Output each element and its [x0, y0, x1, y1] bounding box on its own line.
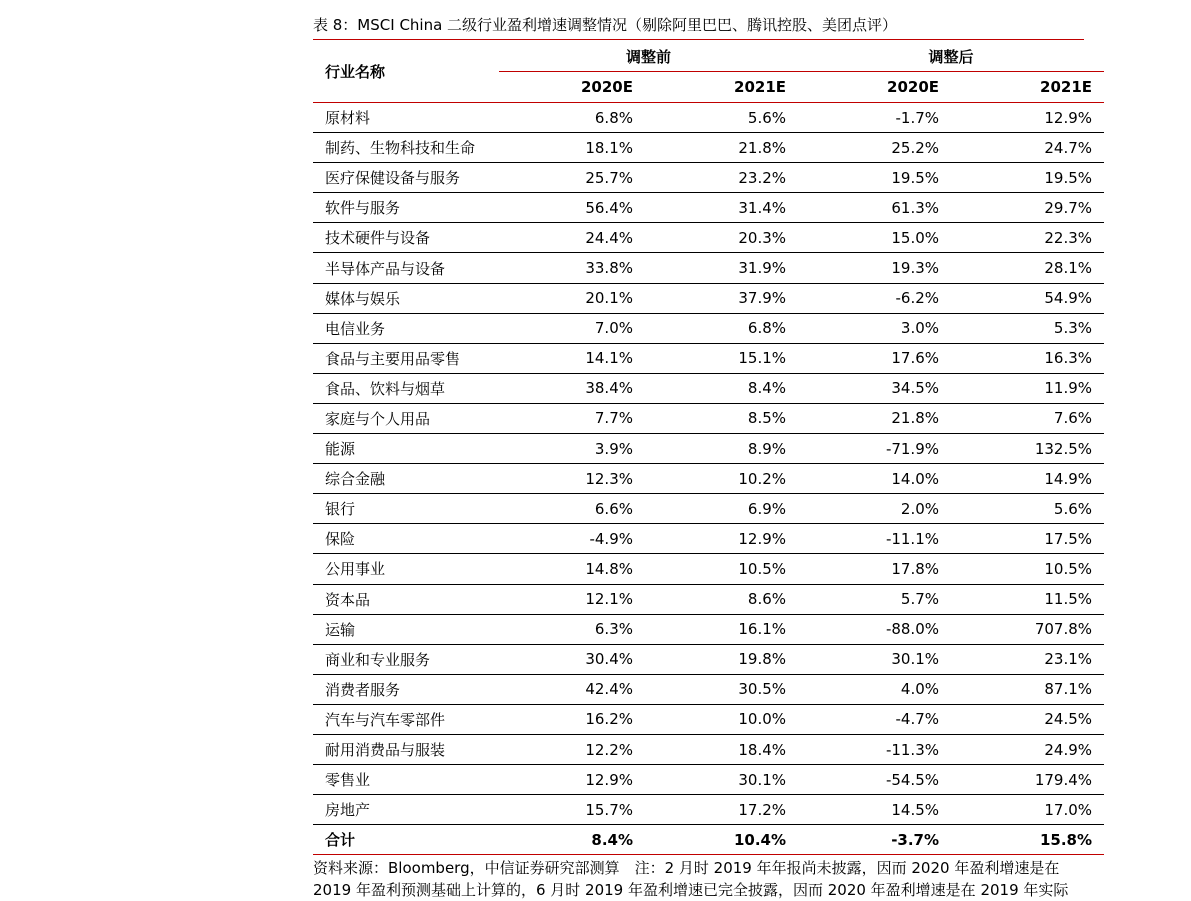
table-row [313, 644, 1104, 674]
growth-value-cell: 14.0% [891, 469, 940, 488]
total-cell: 8.4% [591, 830, 633, 849]
industry-name-cell: 媒体与娱乐 [325, 289, 401, 308]
total-label: 合计 [325, 831, 356, 850]
table-row [313, 283, 1104, 313]
growth-value-cell: 7.7% [594, 409, 633, 428]
growth-value-cell: 6.3% [594, 620, 633, 639]
table-row [313, 494, 1104, 524]
growth-value-cell: 12.1% [585, 590, 633, 609]
growth-value-cell: 38.4% [585, 379, 633, 398]
industry-name-cell: 消费者服务 [325, 680, 401, 699]
growth-value-cell: 30.1% [891, 650, 940, 669]
growth-value-cell: -4.9% [589, 529, 633, 548]
growth-value-cell: 10.5% [1044, 559, 1093, 578]
table-row [313, 524, 1104, 554]
growth-value-cell: 16.3% [1044, 349, 1093, 368]
table-row [313, 704, 1104, 734]
growth-value-cell: 17.6% [891, 349, 940, 368]
table-row [313, 795, 1104, 825]
growth-value-cell: 87.1% [1044, 680, 1093, 699]
industry-name-cell: 食品、饮料与烟草 [325, 379, 446, 398]
growth-value-cell: 21.8% [891, 409, 940, 428]
growth-value-cell: 22.3% [1044, 228, 1093, 247]
table-caption: 表 8：MSCI China 二级行业盈利增速调整情况（剔除阿里巴巴、腾讯控股、美团点评） [313, 16, 898, 34]
growth-value-cell: 20.1% [585, 289, 633, 308]
growth-value-cell: 25.2% [891, 138, 940, 157]
growth-value-cell: 10.0% [738, 710, 787, 729]
industry-name-cell: 原材料 [325, 109, 371, 128]
growth-value-cell: 2.0% [900, 499, 940, 518]
growth-value-cell: 30.4% [585, 650, 633, 669]
growth-value-cell: 11.5% [1044, 590, 1093, 609]
growth-value-cell: -88.0% [885, 620, 940, 639]
growth-value-cell: 179.4% [1034, 770, 1093, 789]
growth-value-cell: 16.1% [738, 620, 787, 639]
growth-value-cell: 6.6% [594, 499, 633, 518]
growth-value-cell: 19.5% [1044, 168, 1093, 187]
growth-value-cell: 6.9% [747, 499, 787, 518]
year-header: 2021E [1040, 78, 1093, 96]
industry-name-cell: 运输 [325, 620, 356, 639]
growth-value-cell: 12.2% [585, 740, 633, 759]
growth-value-cell: 23.1% [1044, 650, 1093, 669]
growth-value-cell: 16.2% [585, 710, 633, 729]
industry-name-cell: 技术硬件与设备 [325, 229, 431, 248]
industry-name-cell: 能源 [325, 440, 356, 459]
industry-name-cell: 零售业 [325, 771, 371, 790]
industry-name-cell: 软件与服务 [325, 199, 401, 218]
table-row [313, 253, 1104, 283]
growth-value-cell: 30.1% [738, 770, 787, 789]
industry-name-cell: 保险 [325, 530, 356, 549]
after-adjustment-header: 调整后 [798, 41, 1104, 72]
year-header: 2020E [887, 78, 940, 96]
growth-value-cell: 11.9% [1044, 379, 1093, 398]
source-note: 资料来源：Bloomberg，中信证券研究部测算 注：2 月时 2019 年年报尚未披露，因而 2020 年盈利增速是在 2019 年盈利预测基础上计算的，6 月时 2019 年盈利增速已完全披露，因而 2020 年盈利增速是在 2019 年实际 [313, 859, 1069, 899]
table-row [313, 133, 1104, 163]
table-row [313, 193, 1104, 223]
growth-value-cell: 8.9% [747, 439, 787, 458]
growth-value-cell: 5.6% [1053, 499, 1093, 518]
growth-value-cell: 29.7% [1044, 198, 1093, 217]
industry-name-cell: 综合金融 [325, 470, 386, 489]
growth-value-cell: 31.4% [738, 198, 787, 217]
industry-name-cell: 公用事业 [325, 560, 386, 579]
growth-value-cell: 6.8% [747, 319, 787, 338]
industry-name-cell: 医疗保健设备与服务 [325, 169, 461, 188]
growth-value-cell: 24.9% [1044, 740, 1093, 759]
growth-value-cell: -11.1% [885, 529, 940, 548]
growth-value-cell: 15.7% [585, 800, 633, 819]
growth-value-cell: 34.5% [891, 379, 940, 398]
growth-value-cell: 18.4% [738, 740, 787, 759]
growth-value-cell: 24.5% [1044, 710, 1093, 729]
industry-name-header: 行业名称 [325, 63, 386, 81]
growth-value-cell: -6.2% [895, 289, 940, 308]
table-row [313, 163, 1104, 193]
earnings-growth-table [313, 41, 1104, 855]
growth-value-cell: 8.6% [747, 590, 787, 609]
growth-value-cell: 12.9% [738, 529, 787, 548]
growth-value-cell: 7.6% [1053, 409, 1093, 428]
table-row [313, 343, 1104, 373]
table-row [313, 765, 1104, 795]
growth-value-cell: -11.3% [885, 740, 940, 759]
industry-name-cell: 耐用消费品与服装 [325, 741, 446, 760]
growth-value-cell: 56.4% [585, 198, 633, 217]
growth-value-cell: -54.5% [885, 770, 940, 789]
growth-value-cell: 6.8% [594, 108, 633, 127]
industry-name-cell: 半导体产品与设备 [325, 259, 446, 278]
growth-value-cell: 4.0% [900, 680, 940, 699]
growth-value-cell: 17.2% [738, 800, 787, 819]
table-row [313, 464, 1104, 494]
growth-value-cell: 23.2% [738, 168, 787, 187]
growth-value-cell: 12.3% [585, 469, 633, 488]
industry-name-cell: 商业和专业服务 [325, 650, 431, 669]
table-row [313, 614, 1104, 644]
table-row [313, 313, 1104, 343]
growth-value-cell: 19.3% [891, 259, 940, 278]
caption-rule [313, 39, 1084, 40]
table-row [313, 674, 1104, 704]
growth-value-cell: 132.5% [1034, 439, 1093, 458]
growth-value-cell: 14.8% [585, 559, 633, 578]
growth-value-cell: 15.0% [891, 228, 940, 247]
growth-value-cell: -71.9% [885, 439, 940, 458]
industry-name-cell: 房地产 [325, 801, 371, 820]
growth-value-cell: 707.8% [1034, 620, 1093, 639]
growth-value-cell: 42.4% [585, 680, 633, 699]
table-row [313, 554, 1104, 584]
table-row [313, 223, 1104, 253]
growth-value-cell: 3.0% [900, 319, 940, 338]
growth-value-cell: 28.1% [1044, 259, 1093, 278]
growth-value-cell: 8.4% [747, 379, 787, 398]
growth-value-cell: 10.5% [738, 559, 787, 578]
total-cell: 15.8% [1039, 830, 1093, 849]
before-adjustment-header: 调整前 [499, 41, 798, 72]
industry-name-cell: 制药、生物科技和生命 [325, 139, 476, 158]
growth-value-cell: 5.7% [900, 590, 940, 609]
industry-name-cell: 食品与主要用品零售 [325, 349, 461, 368]
growth-value-cell: 21.8% [738, 138, 787, 157]
growth-value-cell: 14.9% [1044, 469, 1093, 488]
growth-value-cell: 3.9% [594, 439, 633, 458]
industry-name-cell: 银行 [325, 500, 356, 519]
growth-value-cell: -4.7% [895, 710, 940, 729]
growth-value-cell: 14.5% [891, 800, 940, 819]
growth-value-cell: 31.9% [738, 259, 787, 278]
table-row [313, 734, 1104, 764]
growth-value-cell: 33.8% [585, 259, 633, 278]
growth-value-cell: 20.3% [738, 228, 787, 247]
growth-value-cell: 7.0% [594, 319, 633, 338]
growth-value-cell: 5.6% [747, 108, 787, 127]
growth-value-cell: 17.0% [1044, 800, 1093, 819]
total-row [313, 825, 1104, 855]
growth-value-cell: 54.9% [1044, 289, 1093, 308]
industry-name-cell: 电信业务 [325, 319, 386, 338]
total-cell: 10.4% [733, 830, 787, 849]
table-row [313, 103, 1104, 133]
growth-value-cell: 25.7% [585, 168, 633, 187]
growth-value-cell: 37.9% [738, 289, 787, 308]
industry-name-cell: 汽车与汽车零部件 [325, 710, 446, 729]
growth-value-cell: 17.5% [1044, 529, 1093, 548]
table-body [313, 103, 1104, 825]
total-cell: -3.7% [891, 830, 940, 849]
growth-value-cell: 17.8% [891, 559, 940, 578]
growth-value-cell: 5.3% [1053, 319, 1093, 338]
table-row [313, 373, 1104, 403]
year-header: 2021E [734, 78, 787, 96]
growth-value-cell: 19.5% [891, 168, 940, 187]
growth-value-cell: 10.2% [738, 469, 787, 488]
table-row [313, 434, 1104, 464]
industry-name-cell: 资本品 [325, 590, 371, 609]
year-header: 2020E [581, 78, 633, 96]
table-row [313, 403, 1104, 433]
growth-value-cell: 24.7% [1044, 138, 1093, 157]
growth-value-cell: -1.7% [895, 108, 940, 127]
table-row [313, 584, 1104, 614]
growth-value-cell: 24.4% [585, 228, 633, 247]
growth-value-cell: 30.5% [738, 680, 787, 699]
growth-value-cell: 14.1% [585, 349, 633, 368]
industry-name-cell: 家庭与个人用品 [325, 409, 431, 428]
growth-value-cell: 8.5% [747, 409, 787, 428]
growth-value-cell: 61.3% [891, 198, 940, 217]
growth-value-cell: 15.1% [738, 349, 787, 368]
growth-value-cell: 18.1% [585, 138, 633, 157]
growth-value-cell: 12.9% [585, 770, 633, 789]
growth-value-cell: 12.9% [1044, 108, 1093, 127]
growth-value-cell: 19.8% [738, 650, 787, 669]
